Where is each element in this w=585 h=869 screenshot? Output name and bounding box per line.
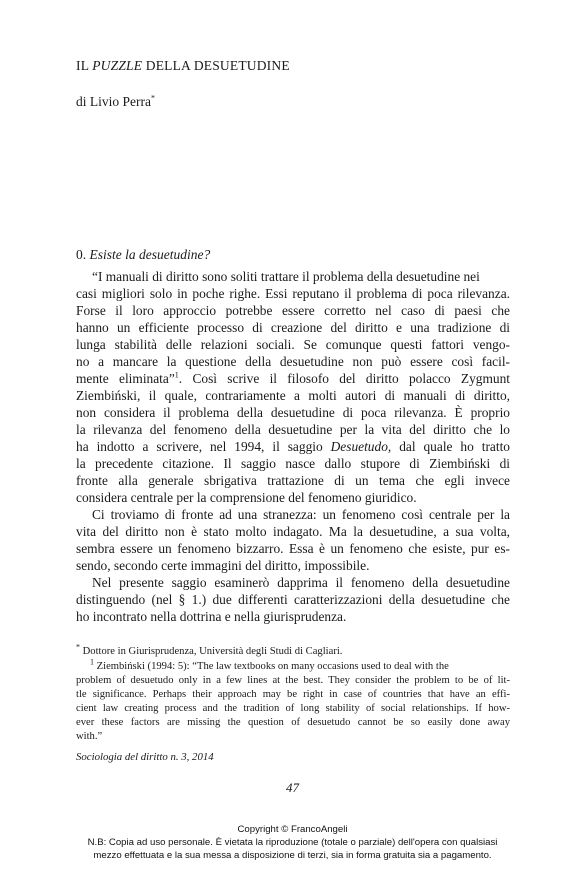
body-line: la rilevanza del fenomeno della desuetudine per la vita del diritto che lo [76, 422, 510, 437]
body-line [76, 370, 510, 387]
body-text: , dal quale ho tratto [387, 439, 510, 454]
author-line [76, 94, 155, 110]
body-line [76, 438, 510, 455]
footnote-line: with.” [76, 731, 103, 742]
body-line: sembra essere un fenomeno bizzarro. Essa è un fenomeno che esiste, pur es- [76, 541, 510, 556]
footnote-mark: * [76, 642, 80, 652]
body-line: casi migliori solo in poche righe. Essi reputano il problema di poca rilevanza. [76, 286, 510, 301]
body-line: non considera il problema della desuetudine di poca rilevanza. È proprio [76, 405, 510, 420]
section-heading [76, 247, 210, 263]
body-line: sendo, secondo certe immagini del diritto, impossibile. [76, 558, 370, 573]
body-line: Nel presente saggio esaminerò dapprima il fenomeno della desuetudine [92, 575, 510, 590]
section-number: 0. [76, 247, 90, 262]
body-text: . Così scrive il filosofo del diritto polacco Zygmunt [178, 371, 510, 386]
section-title: Esiste la desuetudine? [89, 247, 211, 262]
footnote-line: cient law creating process and the tradition of long stability of social relationships. If how- [76, 703, 510, 714]
body-line: “I manuali di diritto sono soliti trattare il problema della desuetudine nei [92, 269, 480, 284]
body-line: la precedente citazione. Il saggio nasce dallo stupore di Ziembiński di [76, 456, 510, 471]
footnote-line: tle significance. Perhaps their approach may be right in case of countries that have an effi- [76, 689, 510, 700]
body-line: hanno un efficiente processo di creazione del diritto e una tradizione di [76, 320, 510, 335]
journal-reference: Sociologia del diritto n. 3, 2014 [76, 751, 214, 763]
body-text: ha indotto a scrivere, nel 1994, il saggio [76, 439, 331, 454]
footnote-text: Ziembiński (1994: 5): “The law textbooks on many occasions used to deal with the [94, 661, 449, 672]
footnote-text: Dottore in Giurisprudenza, Università degli Studi di Cagliari. [80, 646, 343, 657]
author-footnote-mark[interactable]: * [150, 93, 155, 103]
article-title [76, 58, 290, 74]
footnote-mark: 1 [90, 657, 94, 667]
title-text: DELLA DESUETUDINE [142, 58, 290, 73]
work-title-italic: Desuetudo [330, 439, 388, 454]
page-number: 47 [286, 780, 299, 795]
quote-end: mente eliminata” [76, 371, 175, 386]
body-line: Ci troviamo di fronte ad una stranezza: un fenomeno così centrale per la [92, 507, 510, 522]
body-line: Forse il loro approccio potrebbe essere corretto nel caso di paesi che [76, 303, 510, 318]
copyright-line: Copyright © FrancoAngeli [237, 824, 348, 835]
title-italic-word: PUZZLE [92, 58, 143, 73]
footnote-author [76, 642, 510, 659]
body-line: lunga stabilità delle relazioni sociali. Se comunque questi fattori vengo- [76, 337, 510, 352]
body-line: ho incontrato nella dottrina e nella giurisprudenza. [76, 609, 347, 624]
body-line: Ziembiński, il quale, contrariamente a molti autori di manuali di diritto, [76, 388, 510, 403]
footnote-line: ever these factors are missing the question of desuetudo cannot be so easily done away [76, 717, 510, 728]
footnote-ref-1[interactable]: 1 [174, 370, 179, 380]
body-line: fronte alla generale sbrigativa trattazione di un tema che egli invece [76, 473, 510, 488]
footnote-1 [90, 657, 510, 674]
author-name: di Livio Perra [76, 94, 151, 109]
body-line: considera centrale per la comprensione del fenomeno giuridico. [76, 490, 417, 505]
copyright-notice: mezzo effettuata e la sua messa a disposizione di terzi, sia in forma gratuita sia a pagamento. [93, 850, 492, 861]
copyright-notice: N.B: Copia ad uso personale. È vietata la riproduzione (totale o parziale) dell'opera con qualsiasi [87, 837, 498, 848]
body-line: distinguendo (nel § 1.) due differenti caratterizzazioni della desuetudine che [76, 592, 510, 607]
title-text: IL [76, 58, 93, 73]
footnote-line: problem of desuetudo only in a few lines at the best. They consider the problem to be of lit- [76, 675, 510, 686]
body-line: vita del diritto non è stato molto indagato. Ma la desuetudine, a sua volta, [76, 524, 510, 539]
body-line: no a mancare la questione della desuetudine non può essere così facil- [76, 354, 510, 369]
